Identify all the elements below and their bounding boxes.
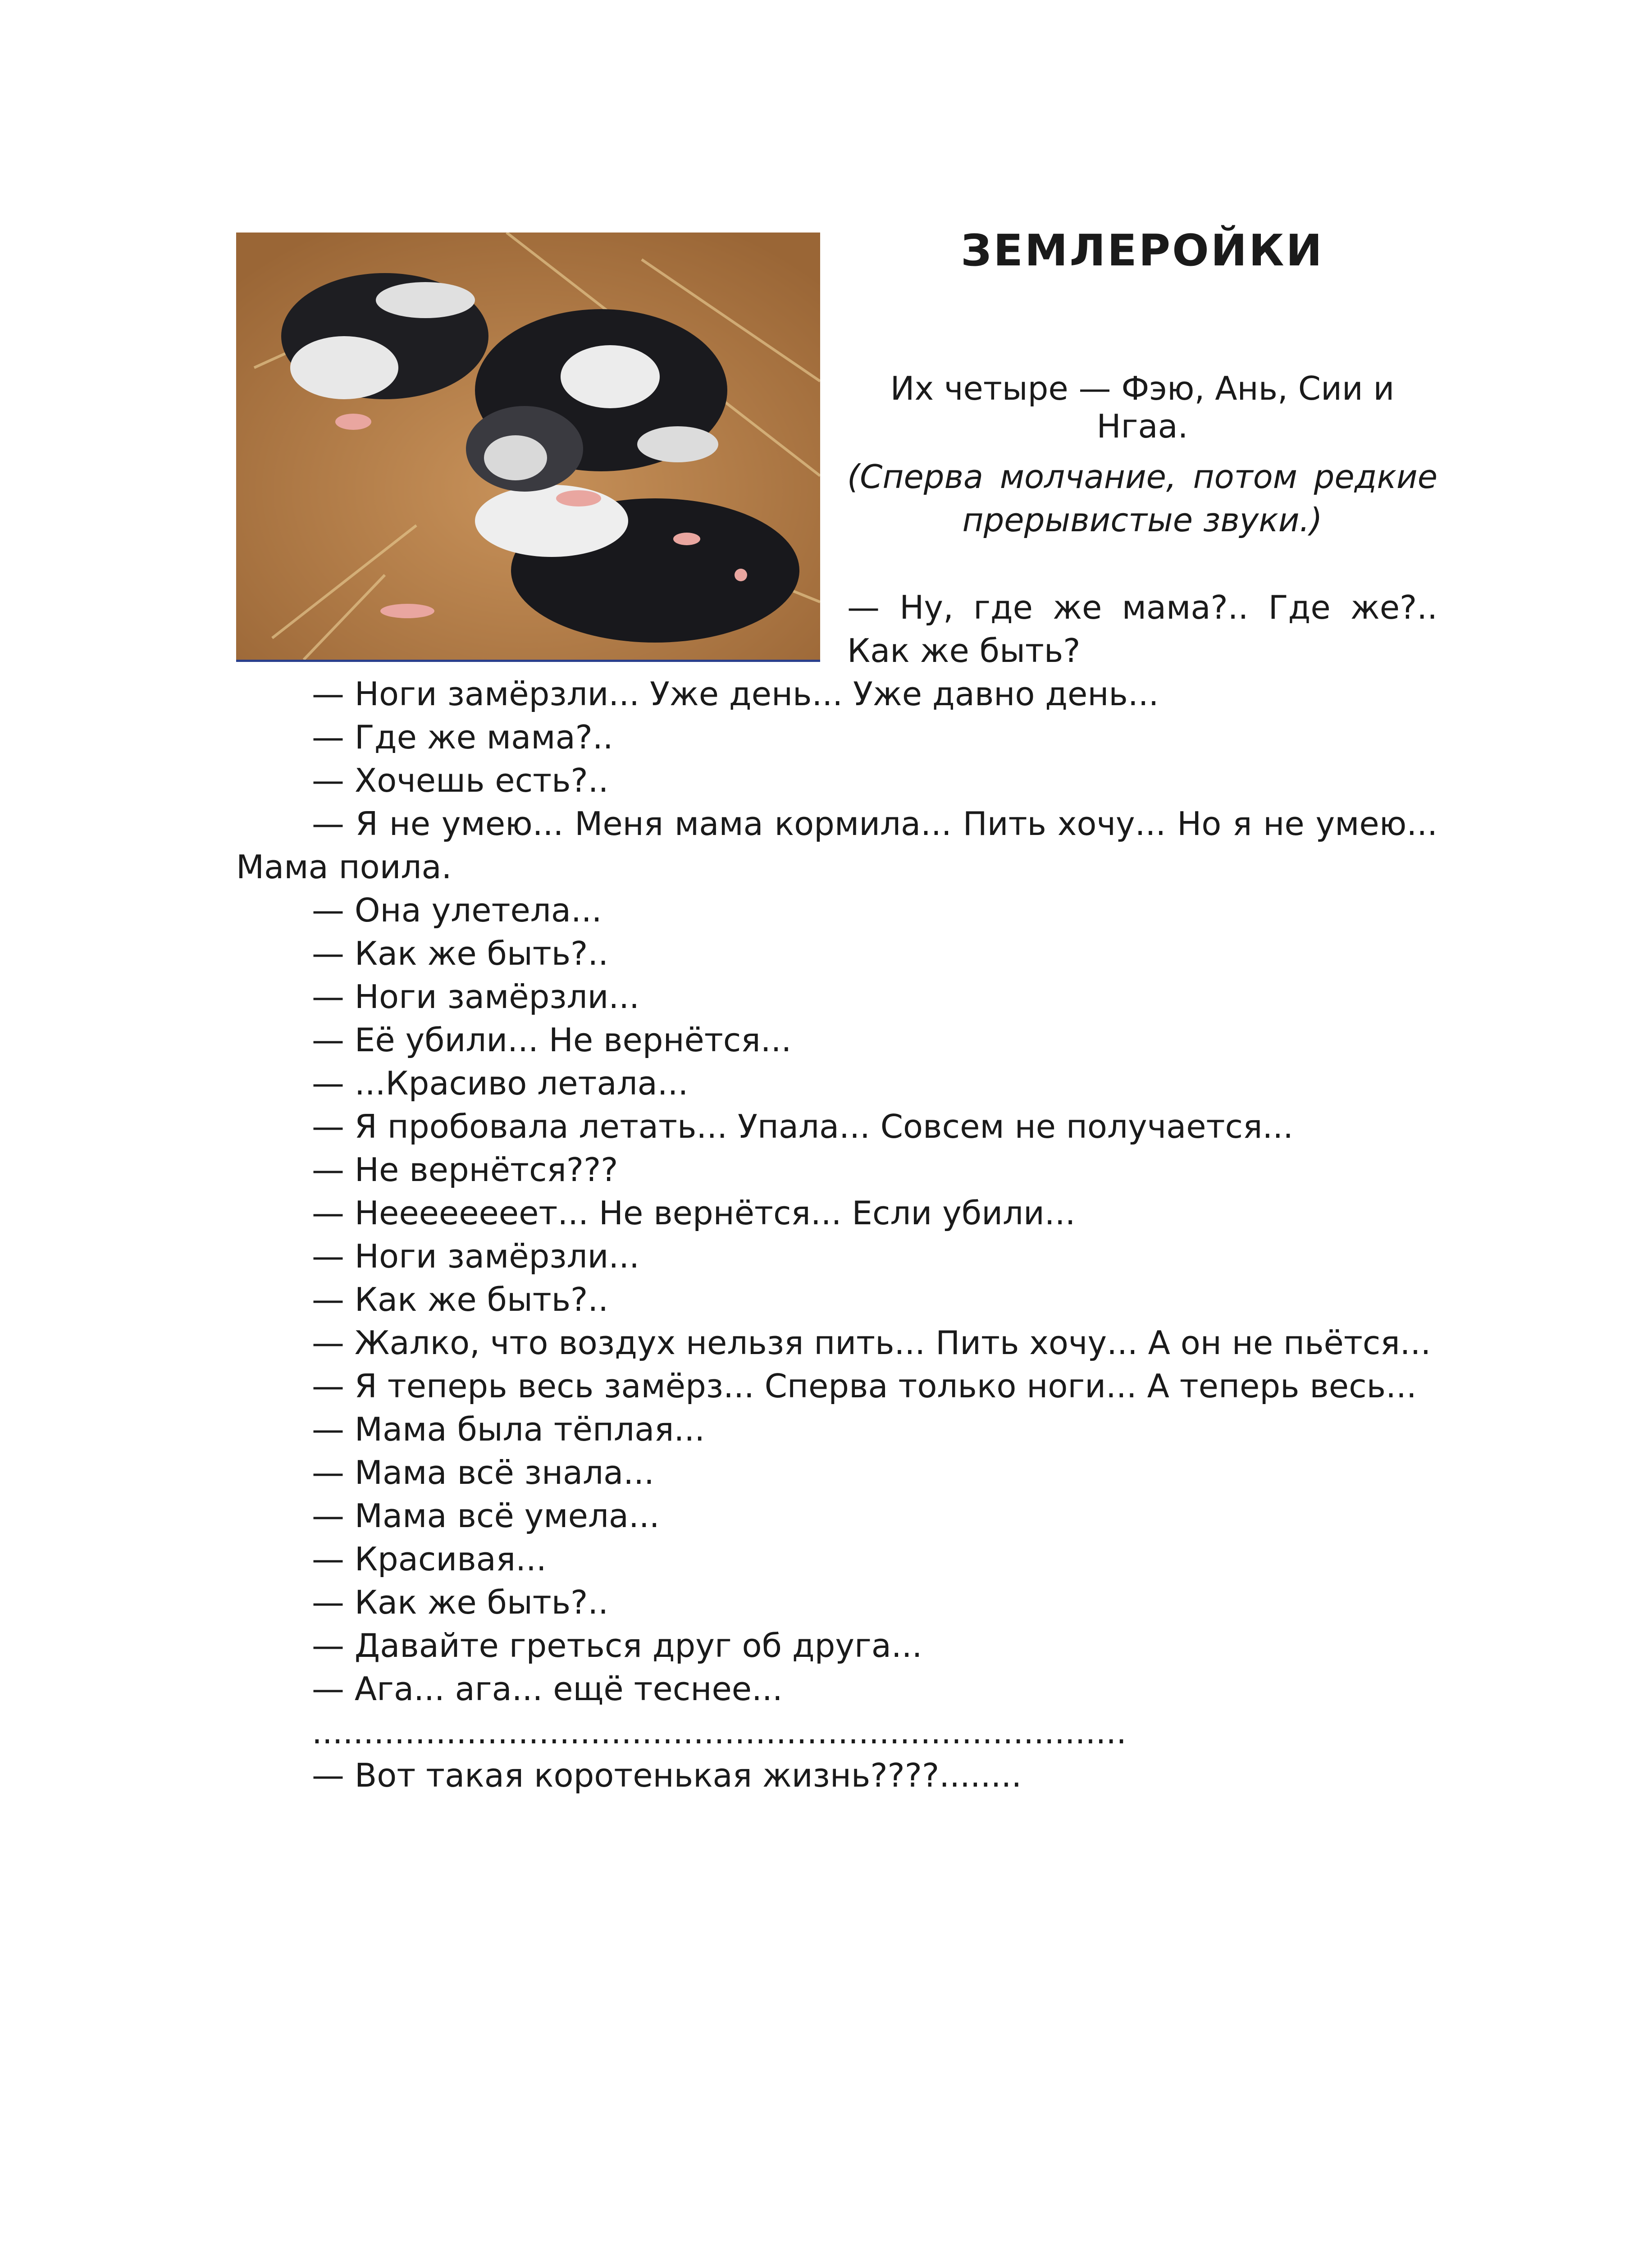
dialogue-line: — Мама была тёплая... [312, 1410, 705, 1448]
dialogue-body [236, 672, 1438, 1797]
dialogue-line: — Ноги замёрзли... Уже день... Уже давно день... [312, 675, 1159, 713]
intro-text: Их четыре — Фэю, Ань, Сии и Нгаа. [890, 369, 1395, 445]
dialogue-line: — Мама всё умела... [312, 1497, 660, 1535]
dialogue-line: — Ноги замёрзли... [312, 1237, 640, 1275]
dialogue-line: — Не вернётся??? [312, 1151, 618, 1189]
first-dialogue-part-2: Как же быть? [847, 632, 1081, 670]
dialogue-line: — Где же мама?.. [312, 718, 613, 756]
shrews-illustration [236, 233, 820, 660]
dialogue-line: — Как же быть?.. [312, 1281, 609, 1318]
first-dialogue-line [847, 586, 1438, 672]
dialogue-line: — Она улетела... [312, 891, 602, 929]
dotted-separator: ............................................................................... [312, 1713, 1127, 1751]
shrews-photo [236, 233, 820, 662]
dialogue-line: — Я не умею... Меня мама кормила... Пить хочу... Но я не умею... [312, 805, 1438, 843]
dialogue-line: — Давайте греться друг об друга... [312, 1627, 922, 1665]
stage-direction-line-1: (Сперва молчание, потом редкие [847, 458, 1438, 496]
dialogue-line-continuation: Мама поила. [236, 848, 452, 886]
dialogue-line: — Жалко, что воздух нельзя пить... Пить хочу... А он не пьётся... [312, 1324, 1431, 1362]
dialogue-line: — Я теперь весь замёрз... Сперва только ноги... А теперь весь... [312, 1367, 1417, 1405]
dialogue-line: — Ага... ага... ещё теснее... [312, 1670, 783, 1708]
page-title: ЗЕМЛЕРОЙКИ [961, 225, 1324, 276]
dialogue-line: — Вот такая коротенькая жизнь????........ [312, 1756, 1022, 1794]
dialogue-line: — Её убили... Не вернётся... [312, 1021, 792, 1059]
dialogue-line: — Как же быть?.. [312, 935, 609, 972]
dialogue-line: — Красивая... [312, 1540, 547, 1578]
stage-direction-line-2: прерывистые звуки.) [962, 501, 1323, 539]
dialogue-line: — Как же быть?.. [312, 1583, 609, 1621]
dialogue-line: — Неееееееет... Не вернётся... Если убили... [312, 1194, 1076, 1232]
dialogue-line: — Я пробовала летать... Упала... Совсем не получается... [312, 1108, 1294, 1145]
stage-direction [847, 455, 1438, 542]
dialogue-line: — ...Красиво летала... [312, 1064, 689, 1102]
dialogue-line: — Ноги замёрзли... [312, 978, 640, 1016]
dialogue-line: — Хочешь есть?.. [312, 762, 609, 799]
dialogue-line: — Мама всё знала... [312, 1454, 654, 1491]
first-dialogue-part-1: — Ну, где же мама?.. Где же?.. [847, 588, 1438, 626]
